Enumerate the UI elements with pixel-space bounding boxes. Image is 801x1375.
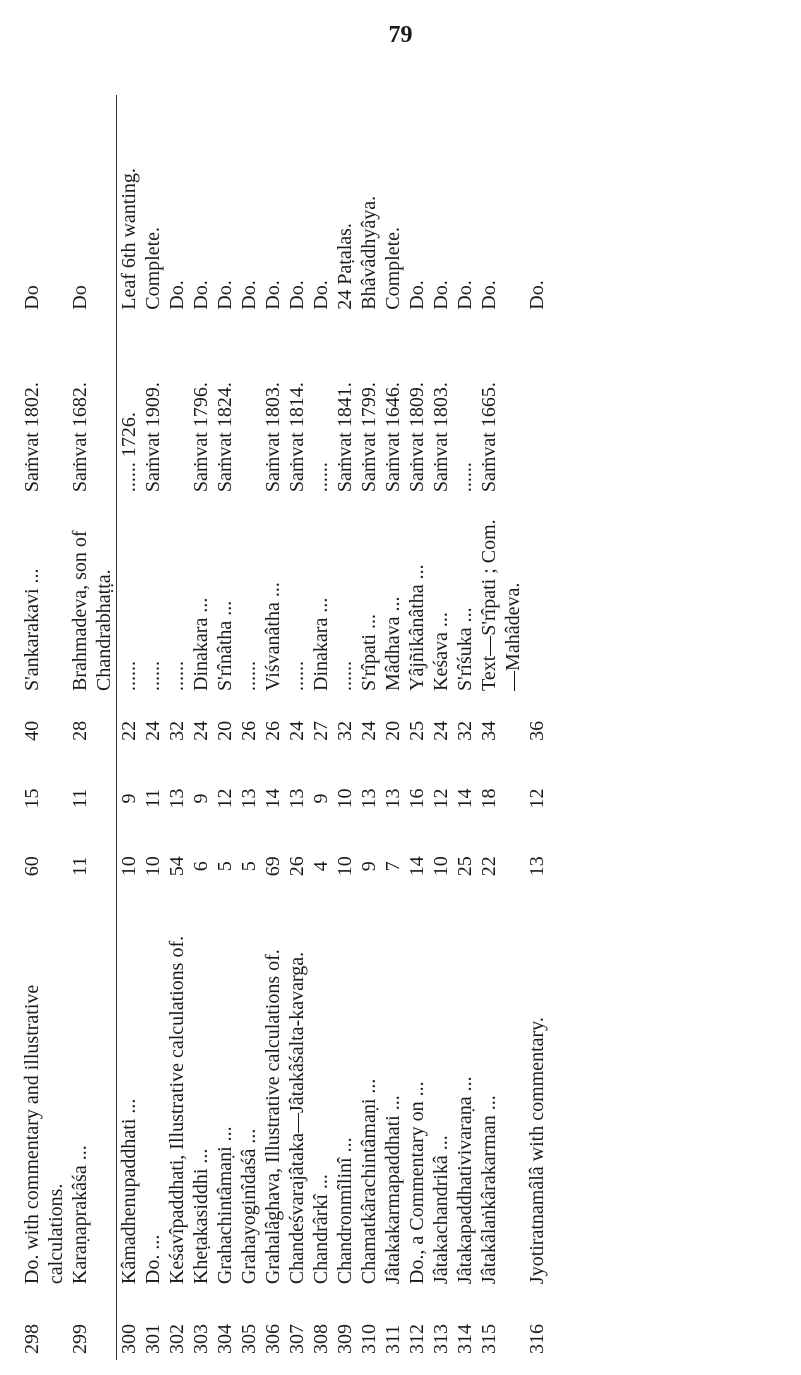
letters-per-line: 32	[334, 720, 356, 741]
table-body	[20, 95, 549, 1360]
table-row	[453, 95, 477, 1360]
leaves-count: 54	[166, 856, 188, 877]
letters-per-line: 34	[478, 720, 500, 741]
leaves-count: 9	[358, 861, 380, 872]
leaves-count: 22	[478, 856, 500, 877]
manuscript-date: Saṁvat 1796.	[190, 382, 212, 493]
entry-number: 305	[238, 1324, 260, 1354]
lines-per-page: 16	[406, 788, 428, 809]
manuscript-date	[237, 316, 261, 498]
remarks: Bhâvâdhyâya.	[358, 195, 380, 310]
remarks: Complete.	[142, 226, 164, 310]
table-row	[381, 95, 405, 1360]
remarks: Do.	[406, 280, 428, 310]
remarks: Do.	[526, 280, 548, 310]
author-name: Brahmadeva, son of Chandrabhaṭṭa.	[69, 530, 115, 691]
entry-number: 311	[382, 1324, 404, 1354]
leaves-count: 6	[190, 861, 212, 872]
table-row	[213, 95, 237, 1360]
author-name: Text—S'rîpati ; Com.—Mahâdeva.	[478, 519, 524, 691]
manuscript-date	[165, 316, 189, 498]
remarks: Do.	[454, 280, 476, 310]
lines-per-page: 9	[190, 793, 212, 804]
page-number: 79	[388, 22, 413, 48]
leaves-count: 7	[382, 861, 404, 872]
leaves-count: 11	[69, 856, 91, 876]
manuscript-date: Saṁvat 1814.	[286, 382, 308, 493]
work-title: Jâtakachandrikâ ...	[430, 1135, 452, 1285]
letters-per-line: 20	[214, 720, 236, 741]
leaves-count: 4	[310, 861, 332, 872]
entry-number: 300	[118, 1324, 140, 1354]
lines-per-page: 9	[310, 793, 332, 804]
author-name: ......	[238, 660, 260, 691]
author-name: ......	[118, 660, 140, 691]
leaves-count: 10	[118, 856, 140, 877]
table-row	[429, 95, 453, 1360]
table-row	[141, 95, 165, 1360]
lines-per-page: 18	[478, 788, 500, 809]
leaves-count: 13	[526, 856, 548, 877]
table-row	[261, 95, 285, 1360]
entry-number: 303	[190, 1324, 212, 1354]
remarks: Do.	[262, 280, 284, 310]
letters-per-line: 24	[430, 720, 452, 741]
work-title: Jyotiratnamâlâ with commentary.	[526, 1017, 548, 1285]
author-name: S'rîśuka ...	[454, 607, 476, 691]
manuscript-date: Saṁvat 1824.	[214, 382, 236, 493]
manuscript-date: ......	[454, 462, 476, 493]
leaves-count: 14	[406, 856, 428, 877]
entry-number: 298	[21, 1324, 43, 1354]
remarks: Do.	[238, 280, 260, 310]
author-name: Viśvanâtha ...	[262, 582, 284, 691]
work-title: Karaṇaprakâśa ...	[69, 1145, 91, 1285]
table-row	[237, 95, 261, 1360]
lines-per-page: 12	[214, 788, 236, 809]
entry-number: 301	[142, 1324, 164, 1354]
lines-per-page: 13	[166, 788, 188, 809]
manuscript-date: Saṁvat 1799.	[358, 382, 380, 493]
manuscript-date: Saṁvat 1646.	[382, 382, 404, 493]
table-row	[285, 95, 309, 1360]
table-row	[405, 95, 429, 1360]
entry-number: 313	[430, 1324, 452, 1354]
remarks: Do.	[166, 280, 188, 310]
manuscript-date: Saṁvat 1803.	[430, 382, 452, 493]
work-title: Chamatkârachintâmaṇi ...	[358, 1078, 380, 1285]
leaves-count: 60	[21, 856, 43, 877]
table-row	[165, 95, 189, 1360]
work-title: Grahayoginîdaśâ ...	[238, 1128, 260, 1285]
manuscript-date: Saṁvat 1809.	[406, 382, 428, 493]
lines-per-page: 11	[142, 788, 164, 809]
manuscript-date: Saṁvat 1909.	[142, 382, 164, 493]
work-title: Kâmadhenupaddhati ...	[118, 1098, 140, 1285]
author-name: S'rîpati ...	[358, 614, 380, 691]
author-name: ......	[286, 660, 308, 691]
entry-number: 312	[406, 1324, 428, 1354]
remarks: Do.	[310, 280, 332, 310]
remarks: Do	[21, 285, 43, 310]
letters-per-line: 32	[454, 720, 476, 741]
manuscript-date: Saṁvat 1841.	[334, 382, 356, 493]
table-row	[357, 95, 381, 1360]
lines-per-page: 14	[454, 788, 476, 809]
letters-per-line: 25	[406, 720, 428, 741]
table-row	[477, 95, 525, 1360]
lines-per-page: 13	[238, 788, 260, 809]
author-name: S'rînâtha ...	[214, 600, 236, 691]
leaves-count: 26	[286, 856, 308, 877]
entry-number: 314	[454, 1324, 476, 1354]
entry-number: 302	[166, 1324, 188, 1354]
work-title: Grahachintâmaṇi ...	[214, 1126, 236, 1285]
letters-per-line: 20	[382, 720, 404, 741]
work-title: Do. with commentary and illustrative calculations.	[21, 984, 67, 1285]
work-title: Jâtakâlaṅkârakarman ...	[478, 1095, 500, 1285]
remarks: Do.	[190, 280, 212, 310]
manuscript-date: ...... 1726.	[118, 412, 140, 493]
entry-number: 306	[262, 1324, 284, 1354]
remarks: Complete.	[382, 226, 404, 310]
table-row	[68, 95, 117, 1360]
work-title: Do. ...	[142, 1234, 164, 1285]
entry-number: 299	[69, 1324, 91, 1354]
manuscript-date	[525, 316, 549, 498]
table-row	[309, 95, 333, 1360]
entry-number: 308	[310, 1324, 332, 1354]
author-name: S'ankarakavi ...	[21, 568, 43, 691]
table-row	[525, 95, 549, 1360]
letters-per-line: 24	[190, 720, 212, 741]
entry-number: 310	[358, 1324, 380, 1354]
author-name	[525, 498, 549, 697]
table-row	[117, 95, 141, 1360]
remarks: Do.	[286, 280, 308, 310]
manuscript-date: Saṁvat 1802.	[21, 382, 43, 493]
work-title: Kheṭakasiddhi ...	[190, 1148, 212, 1285]
table-row	[20, 95, 68, 1360]
letters-per-line: 36	[526, 720, 548, 741]
lines-per-page: 12	[526, 788, 548, 809]
work-title: Keśavîpaddhati, Illustrative calculations of.	[166, 935, 188, 1285]
lines-per-page: 13	[382, 788, 404, 809]
work-title: Do., a Commentary on ...	[406, 1081, 428, 1285]
letters-per-line: 24	[142, 720, 164, 741]
author-name: Yâjñikânâtha ...	[406, 564, 428, 691]
work-title: Chandeśvarajâtaka—Jâtakâśalta-kavarga.	[286, 951, 308, 1285]
table-row	[333, 95, 357, 1360]
manuscript-date: Saṁvat 1665.	[478, 382, 500, 493]
letters-per-line: 32	[166, 720, 188, 741]
letters-per-line: 24	[286, 720, 308, 741]
lines-per-page: 15	[21, 788, 43, 809]
author-name: Mâdhava ...	[382, 596, 404, 691]
lines-per-page: 12	[430, 788, 452, 809]
author-name: ......	[334, 660, 356, 691]
catalogue-table	[20, 95, 549, 1360]
author-name: ......	[142, 660, 164, 691]
entry-number: 304	[214, 1324, 236, 1354]
manuscript-date: Saṁvat 1682.	[69, 382, 91, 493]
letters-per-line: 24	[358, 720, 380, 741]
remarks: Do.	[430, 280, 452, 310]
lines-per-page: 10	[334, 788, 356, 809]
remarks: Do.	[478, 280, 500, 310]
work-title: Jâtakapaddhativivaraṇa ...	[454, 1076, 476, 1285]
lines-per-page: 13	[286, 788, 308, 809]
leaves-count: 5	[238, 861, 260, 872]
lines-per-page: 11	[69, 788, 91, 809]
author-name: ......	[166, 660, 188, 691]
manuscript-catalogue-table	[20, 95, 780, 1360]
leaves-count: 10	[142, 856, 164, 877]
entry-number: 315	[478, 1324, 500, 1354]
author-name: Dinakara ...	[310, 597, 332, 691]
remarks: 24 Paṭalas.	[334, 223, 356, 310]
table-row	[189, 95, 213, 1360]
entry-number: 316	[526, 1324, 548, 1354]
letters-per-line: 22	[118, 720, 140, 741]
work-title: Chandrârkî ...	[310, 1174, 332, 1285]
entry-number: 309	[334, 1324, 356, 1354]
leaves-count: 5	[214, 861, 236, 872]
letters-per-line: 26	[262, 720, 284, 741]
lines-per-page: 14	[262, 788, 284, 809]
manuscript-date: ......	[310, 462, 332, 493]
lines-per-page: 9	[118, 793, 140, 804]
remarks: Do	[69, 285, 91, 310]
leaves-count: 25	[454, 856, 476, 877]
entry-number: 307	[286, 1324, 308, 1354]
author-name: Keśava ...	[430, 612, 452, 691]
work-title: Jâtakakarmapaddhati ...	[382, 1095, 404, 1285]
leaves-count: 10	[430, 856, 452, 877]
letters-per-line: 28	[69, 720, 91, 741]
manuscript-date: Saṁvat 1803.	[262, 382, 284, 493]
remarks: Leaf 6th wanting.	[118, 168, 140, 310]
work-title: Chandronmîlinî ...	[334, 1137, 356, 1285]
work-title: Grahalâghava, Illustrative calculations of.	[262, 949, 284, 1285]
letters-per-line: 40	[21, 720, 43, 741]
letters-per-line: 26	[238, 720, 260, 741]
leaves-count: 69	[262, 856, 284, 877]
remarks: Do.	[214, 280, 236, 310]
author-name: Dinakara ...	[190, 597, 212, 691]
leaves-count: 10	[334, 856, 356, 877]
lines-per-page: 13	[358, 788, 380, 809]
letters-per-line: 27	[310, 720, 332, 741]
